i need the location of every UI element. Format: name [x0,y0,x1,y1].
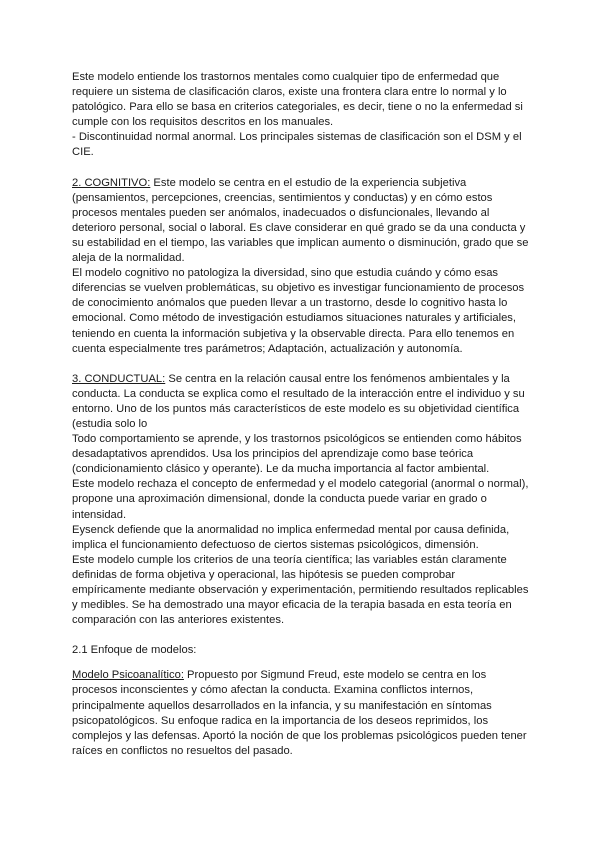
document-page [72,70,532,759]
conductual-paragraph-4: Eysenck defiende que la anormalidad no implica enfermedad mental por causa definida, implica el funcionamiento defectuoso de ciertos sistemas psicológicos, dimensión. [72,523,510,551]
spacer [72,357,532,372]
spacer [72,161,532,176]
cognitivo-paragraph-2: El modelo cognitivo no patologiza la diversidad, sino que estudia cuándo y cómo esas diferencias se vuelven problemáticas, su objetivo es investigar funcionamiento de procesos de conocimiento anómalos que pueden llevar a un trastorno, desde lo cognitivo hasta lo emocional. Como método de investigación estudiamos situaciones naturales y artificiales, teniendo en cuenta la información subjetiva y la observable directa. Para ello tenemos en cuenta especialmente tres parámetros; Adaptación, actualización y autonomía. [72,267,525,355]
psicoanalitico-heading: Modelo Psicoanalítico: [72,669,184,682]
enfoque-heading: 2.1 Enfoque de modelos: [72,644,197,657]
conductual-paragraph-2: Todo comportamiento se aprende, y los trastornos psicológicos se entienden como hábitos desadaptativos aprendidos. Usa los principios del aprendizaje como base teórica (condicionamiento clásico y operante). Le da mucha importancia al factor ambiental. [72,433,522,476]
intro-paragraph: Este modelo entiende los trastornos mentales como cualquier tipo de enfermedad que requiere un sistema de clasificación claros, existe una frontera clara entre lo normal y lo patológico. Para ello se basa en criterios categoriales, es decir, tiene o no la enfermedad si cumple con los requisitos descritos en los manuales. [72,71,523,129]
conductual-paragraph [72,372,532,432]
cognitivo-text: Este modelo se centra en el estudio de la experiencia subjetiva (pensamientos, percepciones, creencias, sentimientos y conductas) y en cómo estos procesos mentales pueden ser anómalos, inadecuados o disfuncionales, llevando al deterioro personal, social o laboral. Es clave considerar en qué grado se da una conducta y su estabilidad en el tiempo, las variables que implican aumento o disminución, grado que se aleja de la normalidad. [72,176,529,265]
psicoanalitico-text: Propuesto por Sigmund Freud, este modelo se centra en los procesos inconscientes y cómo afectan la conducta. Examina conflictos internos, principalmente aquellos desarrollados en la infancia, y su manifestación en síntomas psicopatológicos. Su enfoque radica en la importancia de los deseos reprimidos, los complejos y las defensas. Aportó la noción de que los problemas psicológicos pueden tener raíces en conflictos no resueltos del pasado. [72,669,527,757]
spacer [72,628,532,643]
spacer [72,658,532,668]
conductual-paragraph-5: Este modelo cumple los criterios de una teoría científica; las variables están claramente definidas de forma objetiva y operacional, las hipótesis se pueden comprobar empíricamente mediante observación y experimentación, permitiendo resultados replicables y medibles. Se ha demostrado una mayor eficacia de la terapia basada en esta teoría en comparación con las anteriores existentes. [72,553,529,627]
conductual-heading: 3. CONDUCTUAL: [72,372,166,385]
conductual-paragraph-3: Este modelo rechaza el concepto de enfermedad y el modelo categorial (anormal o normal), propone una aproximación dimensional, donde la conducta puede variar en grado o intensidad. [72,478,529,521]
cognitivo-paragraph [72,176,532,267]
psicoanalitico-paragraph [72,668,532,759]
conductual-text: Se centra en la relación causal entre los fenómenos ambientales y la conducta. La conducta se explica como el resultado de la interacción entre el individuo y su entorno. Uno de los puntos más característicos de este modelo es su objetividad científica (estudia solo lo [72,372,525,430]
intro-discontinuity-paragraph: - Discontinuidad normal anormal. Los principales sistemas de clasificación son el DSM y el CIE. [72,131,522,159]
cognitivo-heading: 2. COGNITIVO: [72,176,151,189]
